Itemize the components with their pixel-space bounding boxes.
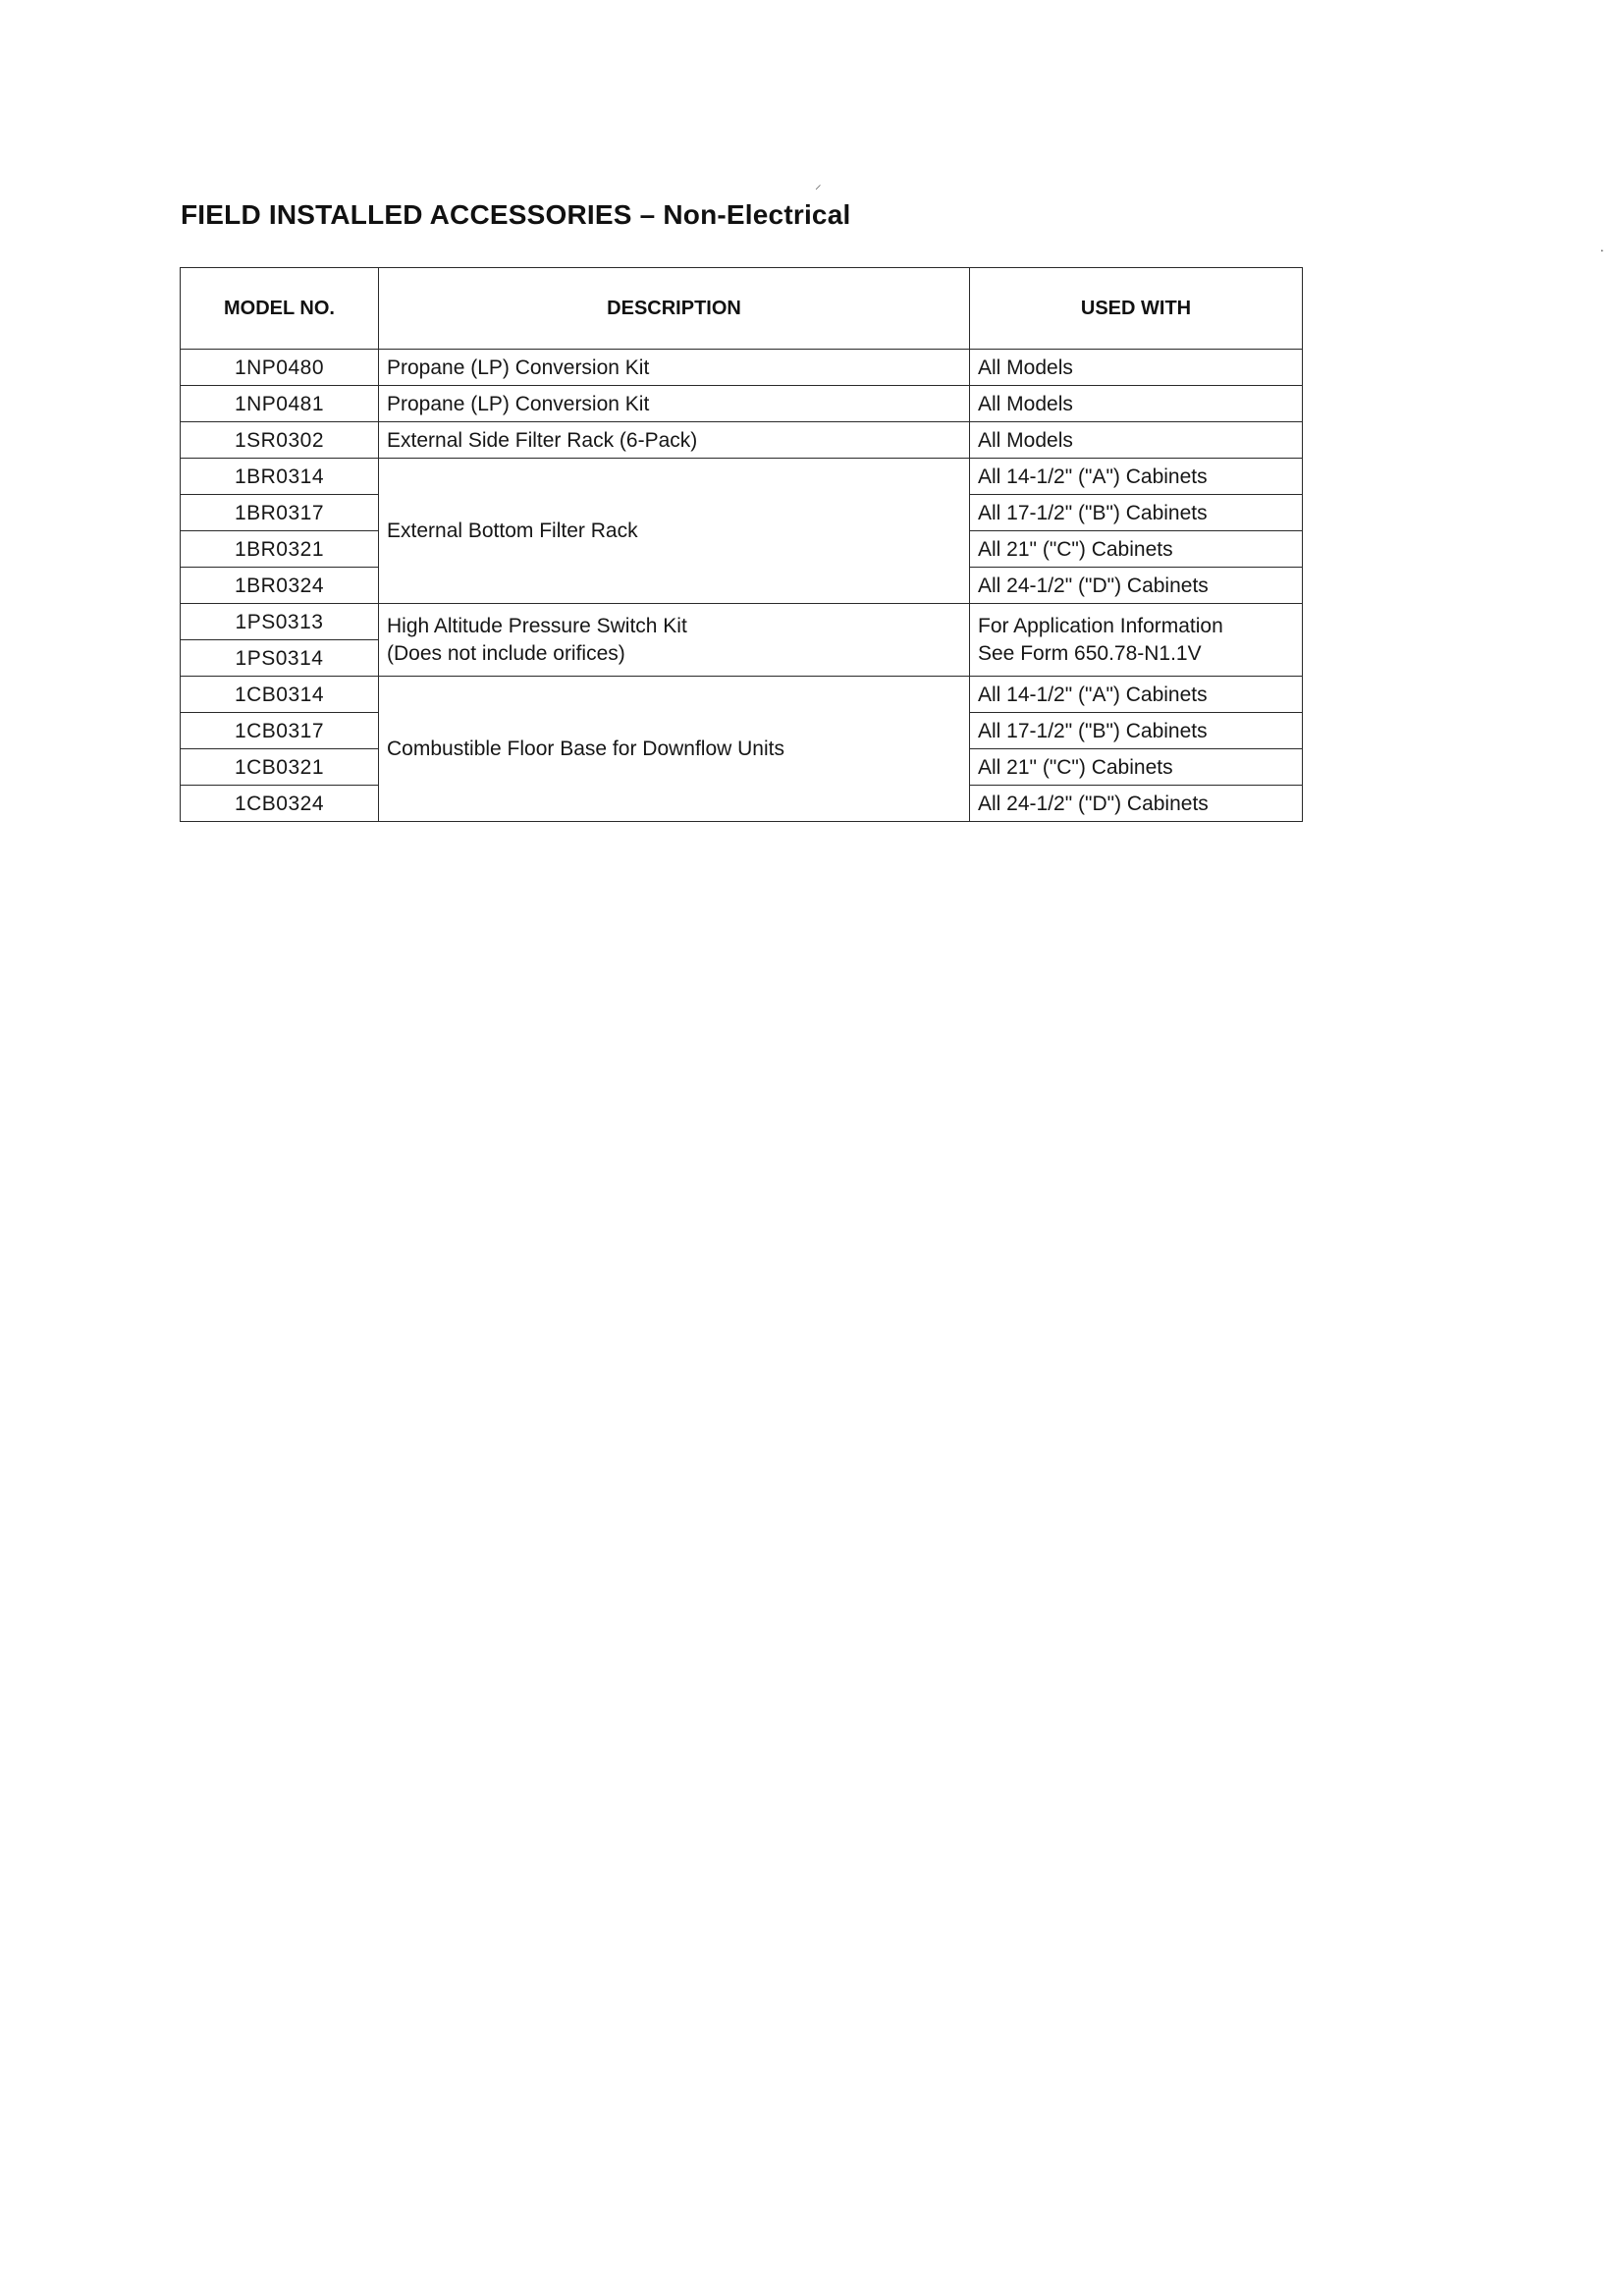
table-row <box>181 350 1303 386</box>
model-no-cell: 1CB0317 <box>181 713 379 749</box>
model-no-cell: 1CB0314 <box>181 677 379 713</box>
model-no-cell: 1BR0321 <box>181 531 379 568</box>
model-no-cell: 1BR0324 <box>181 568 379 604</box>
table-row <box>181 386 1303 422</box>
scan-speck: ⸝ <box>815 177 822 191</box>
header-description: DESCRIPTION <box>379 268 970 350</box>
table-row <box>181 422 1303 459</box>
table-header-row <box>181 268 1303 350</box>
description-line: (Does not include orifices) <box>387 641 625 665</box>
used-with-line: See Form 650.78-N1.1V <box>978 641 1202 665</box>
accessories-table <box>180 267 1303 822</box>
used-with-line: For Application Information <box>978 614 1223 637</box>
used-with-cell: All Models <box>970 350 1303 386</box>
used-with-cell <box>970 604 1303 677</box>
model-no-cell: 1CB0321 <box>181 749 379 786</box>
header-model-no: MODEL NO. <box>181 268 379 350</box>
used-with-cell: All Models <box>970 422 1303 459</box>
used-with-cell: All 14-1/2" ("A") Cabinets <box>970 459 1303 495</box>
used-with-cell: All 24-1/2" ("D") Cabinets <box>970 568 1303 604</box>
model-no-cell: 1PS0313 <box>181 604 379 640</box>
used-with-cell: All 14-1/2" ("A") Cabinets <box>970 677 1303 713</box>
model-no-cell: 1NP0481 <box>181 386 379 422</box>
description-cell: Combustible Floor Base for Downflow Units <box>379 677 970 822</box>
model-no-cell: 1BR0314 <box>181 459 379 495</box>
description-cell: Propane (LP) Conversion Kit <box>379 350 970 386</box>
model-no-cell: 1NP0480 <box>181 350 379 386</box>
used-with-cell: All 17-1/2" ("B") Cabinets <box>970 713 1303 749</box>
model-no-cell: 1CB0324 <box>181 786 379 822</box>
page-title: FIELD INSTALLED ACCESSORIES – Non-Electrical <box>181 199 851 230</box>
used-with-cell: All 21" ("C") Cabinets <box>970 531 1303 568</box>
table-row <box>181 604 1303 640</box>
model-no-cell: 1PS0314 <box>181 640 379 677</box>
model-no-cell: 1SR0302 <box>181 422 379 459</box>
header-used-with: USED WITH <box>970 268 1303 350</box>
scan-speck: ⸱ <box>1600 244 1604 258</box>
description-cell: External Bottom Filter Rack <box>379 459 970 604</box>
model-no-cell: 1BR0317 <box>181 495 379 531</box>
description-cell <box>379 604 970 677</box>
description-cell: Propane (LP) Conversion Kit <box>379 386 970 422</box>
used-with-cell: All 24-1/2" ("D") Cabinets <box>970 786 1303 822</box>
used-with-cell: All 21" ("C") Cabinets <box>970 749 1303 786</box>
description-line: High Altitude Pressure Switch Kit <box>387 614 687 637</box>
table-row <box>181 677 1303 713</box>
description-cell: External Side Filter Rack (6-Pack) <box>379 422 970 459</box>
table-row <box>181 459 1303 495</box>
used-with-cell: All Models <box>970 386 1303 422</box>
used-with-cell: All 17-1/2" ("B") Cabinets <box>970 495 1303 531</box>
